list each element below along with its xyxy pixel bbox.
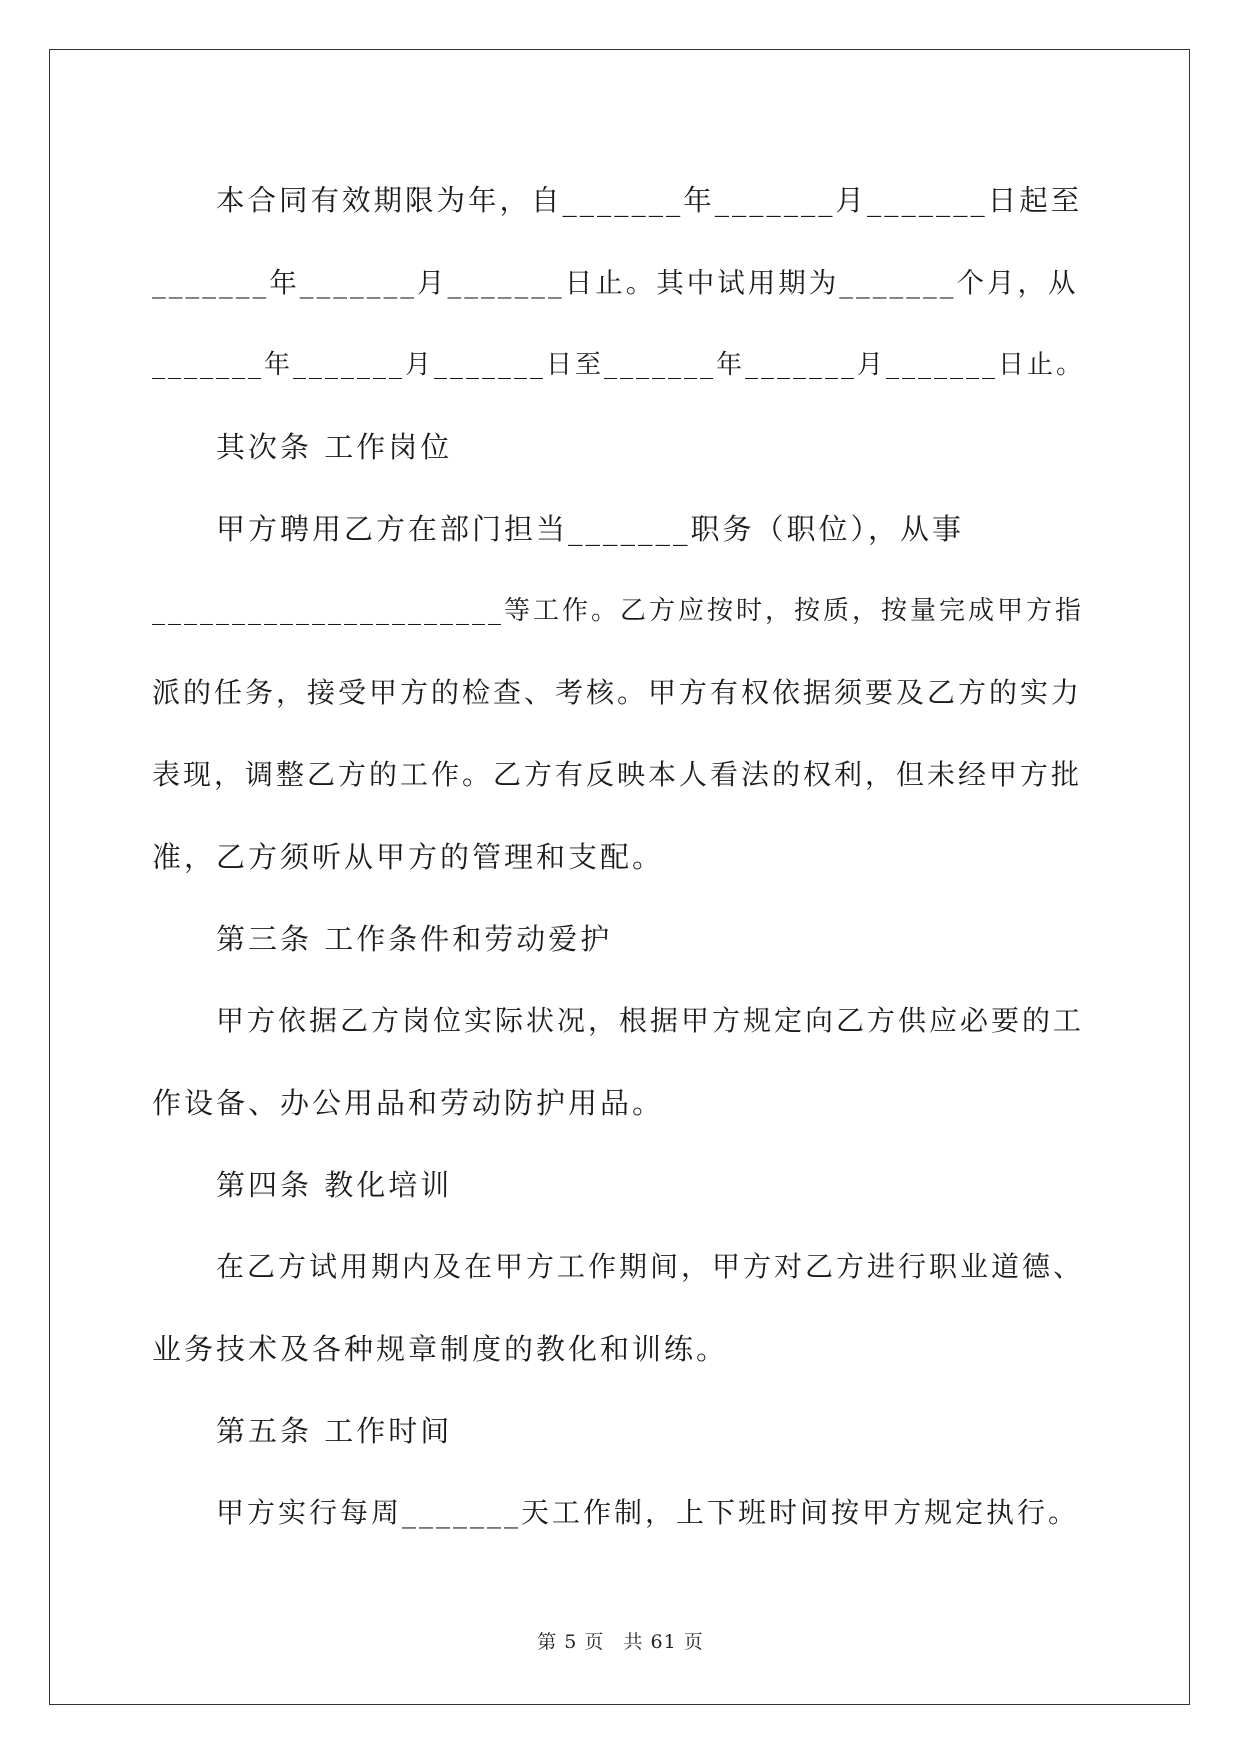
page-number: 第 5 页 bbox=[537, 1631, 605, 1653]
hours-line-1: 甲方实行每周_______天工作制，上下班时间按甲方规定执行。 bbox=[216, 1496, 1080, 1529]
training-line-1: 在乙方试用期内及在甲方工作期间，甲方对乙方进行职业道德、 bbox=[216, 1250, 1085, 1283]
conditions-line-1: 甲方依据乙方岗位实际状况，根据甲方规定向乙方供应必要的工 bbox=[216, 1004, 1085, 1037]
position-line-3: 派的任务，接受甲方的检查、考核。甲方有权依据须要及乙方的实力 bbox=[152, 676, 1083, 709]
conditions-line-2: 作设备、办公用品和劳动防护用品。 bbox=[152, 1086, 665, 1120]
contract-term-line-3: _______年_______月_______日至_______年_______月_______日止。 bbox=[152, 350, 1086, 380]
section-heading-conditions: 第三条 工作条件和劳动爱护 bbox=[216, 922, 613, 956]
page-footer bbox=[0, 1627, 1241, 1654]
position-line-2: ______________________等工作。乙方应按时，按质，按量完成甲方指 bbox=[152, 596, 1085, 626]
section-heading-position: 其次条 工作岗位 bbox=[216, 430, 453, 464]
page-total: 共 61 页 bbox=[623, 1631, 704, 1653]
position-line-5: 准，乙方须听从甲方的管理和支配。 bbox=[152, 840, 665, 874]
position-line-1: 甲方聘用乙方在部门担当_______职务（职位），从事 bbox=[216, 512, 965, 546]
document-body bbox=[152, 160, 1092, 1554]
position-line-4: 表现，调整乙方的工作。乙方有反映本人看法的权利，但未经甲方批 bbox=[152, 758, 1083, 791]
section-heading-hours: 第五条 工作时间 bbox=[216, 1414, 453, 1448]
training-line-2: 业务技术及各种规章制度的教化和训练。 bbox=[152, 1332, 729, 1366]
contract-term-line-2: _______年_______月_______日止。其中试用期为_______个月，从 bbox=[152, 267, 1079, 299]
section-heading-training: 第四条 教化培训 bbox=[216, 1168, 453, 1202]
contract-term-line-1: 本合同有效期限为年，自_______年_______月_______日起至 bbox=[216, 184, 1083, 217]
